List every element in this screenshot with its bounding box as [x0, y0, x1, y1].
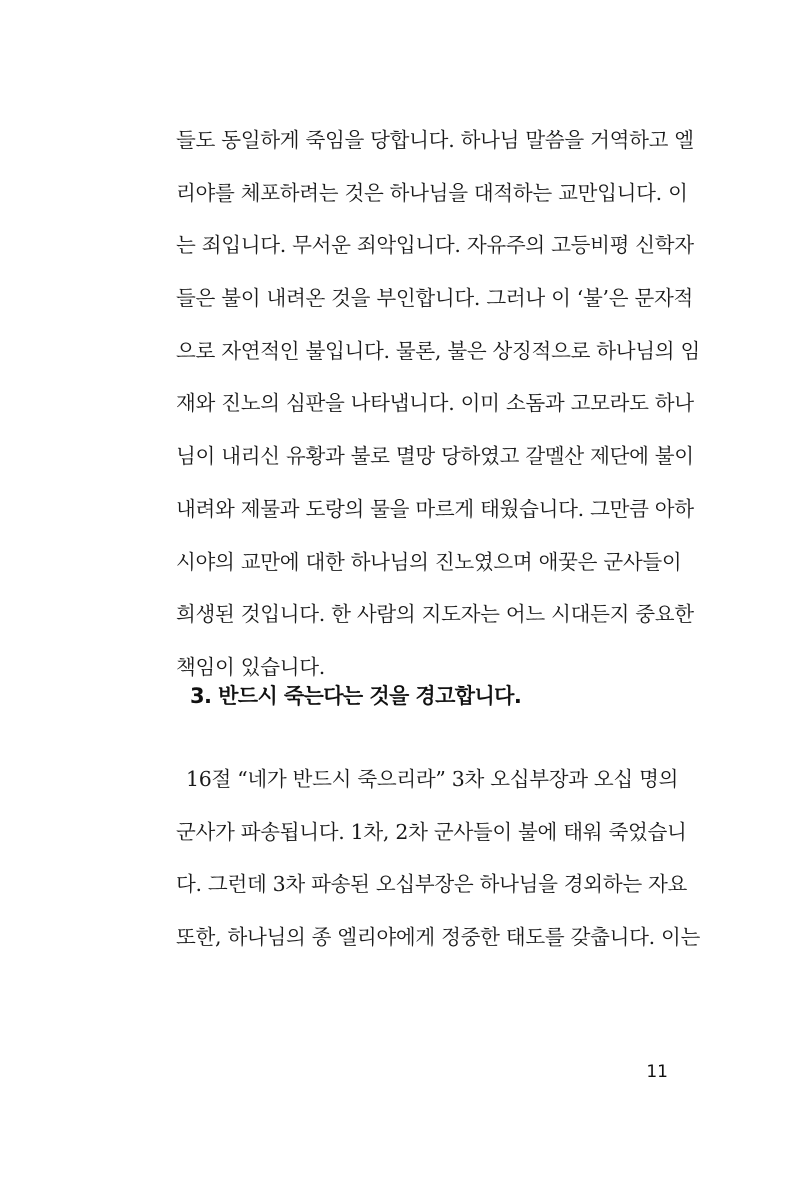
text-line: 님이 내리신 유황과 불로 멸망 당하였고 갈멜산 제단에 불이: [176, 444, 694, 469]
page-number: 11: [646, 1062, 668, 1082]
text-line: 희생된 것입니다. 한 사람의 지도자는 어느 시대든지 중요한: [176, 602, 694, 627]
text-line: 리야를 체포하려는 것은 하나님을 대적하는 교만입니다. 이: [176, 180, 688, 205]
text-line: 는 죄입니다. 무서운 죄악입니다. 자유주의 고등비평 신학자: [176, 233, 694, 258]
text-line: 들도 동일하게 죽임을 당합니다. 하나님 말씀을 거역하고 엘: [176, 128, 694, 152]
text-line: 책임이 있습니다.: [176, 654, 325, 679]
text-line: 또한, 하나님의 종 엘리야에게 정중한 태도를 갖춥니다. 이는: [176, 925, 701, 950]
text-line: 시야의 교만에 대한 하나님의 진노였으며 애꿎은 군사들이: [176, 549, 682, 574]
section-heading: 3. 반드시 죽는다는 것을 경고합니다.: [190, 684, 522, 708]
body-paragraph: [176, 753, 701, 964]
body-paragraph: [176, 114, 701, 694]
text-line: 재와 진노의 심판을 나타냅니다. 이미 소돔과 고모라도 하나: [176, 391, 694, 416]
text-line: 으로 자연적인 불입니다. 물론, 불은 상징적으로 하나님의 임: [176, 338, 701, 363]
text-line: 군사가 파송됩니다. 1차, 2차 군사들이 불에 태워 죽었습니: [176, 819, 687, 844]
text-line: 내려와 제물과 도랑의 물을 마르게 태웠습니다. 그만큼 아하: [176, 496, 694, 521]
text-line: 들은 불이 내려온 것을 부인합니다. 그러나 이 ‘불’은 문자적: [176, 286, 693, 311]
text-line: 다. 그런데 3차 파송된 오십부장은 하나님을 경외하는 자요: [176, 872, 688, 897]
text-line: 16절 “네가 반드시 죽으리라” 3차 오십부장과 오십 명의: [186, 767, 679, 791]
